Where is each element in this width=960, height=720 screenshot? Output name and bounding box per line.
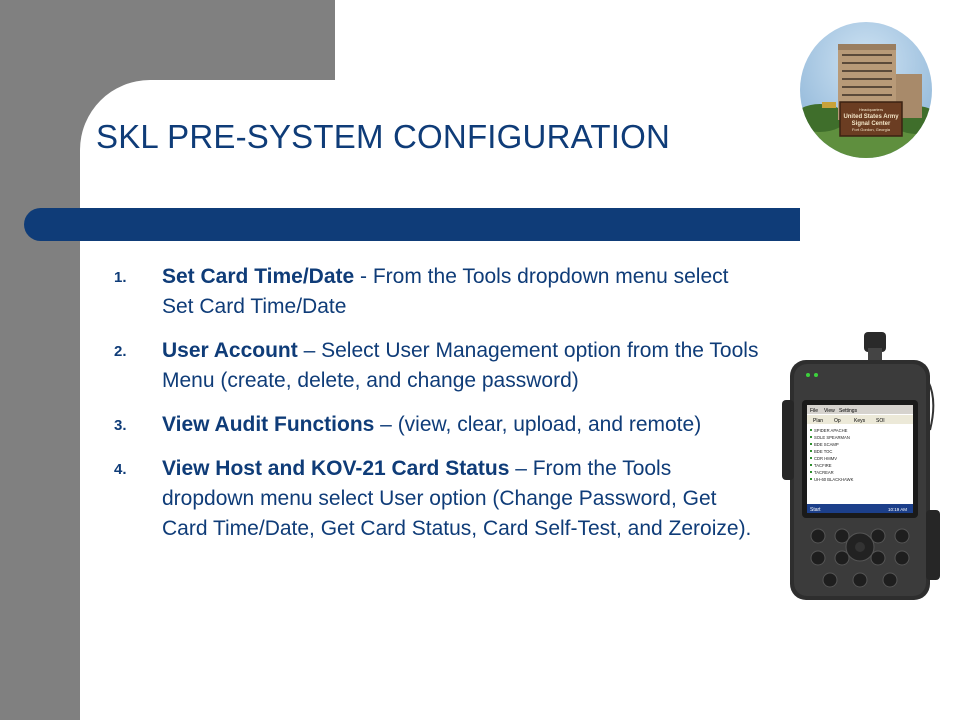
device-list-item: CDR HMMV — [814, 456, 838, 461]
step-number: 4. — [114, 461, 127, 478]
skl-device-photo — [780, 330, 950, 605]
sign-line-4: Fort Gordon, Georgia — [851, 127, 891, 132]
sign-line-3: Signal Center — [851, 121, 891, 127]
device-list-item: UH-60 BLACKHAWK — [814, 477, 854, 482]
device-list-item: TACREAR — [814, 470, 834, 475]
device-menu-view: View — [824, 408, 835, 414]
step-text: – Select User Management option from the Tools Menu (create, delete, and change password) — [162, 339, 759, 392]
signal-center-logo — [800, 22, 932, 158]
device-clock: 10:19 AM — [888, 507, 908, 512]
step-heading: View Audit Functions — [162, 413, 375, 436]
step-text: - From the Tools dropdown menu select Set Card Time/Date — [162, 265, 729, 318]
sign-line-1: Headquarters — [858, 107, 884, 112]
step-number: 1. — [114, 269, 127, 286]
device-tab-keys: Keys — [854, 418, 866, 424]
device-tab-op: Op — [834, 418, 841, 424]
device-list-item: BDE SCAMP — [814, 442, 839, 447]
step-text: – From the Tools dropdown menu select User option (Change Password, Get Card Time/Date, Get Card Status, Card Self-Test, and Zeroize). — [162, 457, 752, 540]
device-list-item: SPIDER APACHE — [814, 428, 848, 433]
device-menu-settings: Settings — [839, 408, 858, 414]
configuration-steps-list — [114, 262, 764, 558]
step-text: – (view, clear, upload, and remote) — [374, 413, 702, 436]
signal-center-building-icon — [800, 22, 932, 158]
title-divider-bar — [24, 208, 800, 241]
sign-line-2: United States Army — [843, 114, 899, 120]
device-tab-soi: SOI — [876, 418, 885, 424]
slide-title: SKL PRE-SYSTEM CONFIGURATION — [96, 118, 670, 155]
device-list-item: TACFIRE — [814, 463, 832, 468]
list-item — [114, 454, 764, 544]
list-item — [114, 336, 764, 396]
device-start-button: Start — [810, 507, 821, 513]
list-item — [114, 410, 764, 440]
step-heading: User Account — [162, 339, 298, 362]
list-item — [114, 262, 764, 322]
step-heading: Set Card Time/Date — [162, 265, 355, 288]
left-gray-band — [0, 0, 80, 720]
device-menu-file: File — [810, 408, 819, 414]
device-list-item: BDE TOC — [814, 449, 833, 454]
top-gray-band — [80, 0, 335, 80]
device-tab-plan: Plan — [813, 418, 824, 424]
step-number: 2. — [114, 343, 127, 360]
skl-handheld-device-icon — [780, 330, 950, 605]
device-list-item: SOLE SPEARMAN — [814, 435, 850, 440]
step-heading: View Host and KOV-21 Card Status — [162, 457, 510, 480]
step-number: 3. — [114, 417, 127, 434]
